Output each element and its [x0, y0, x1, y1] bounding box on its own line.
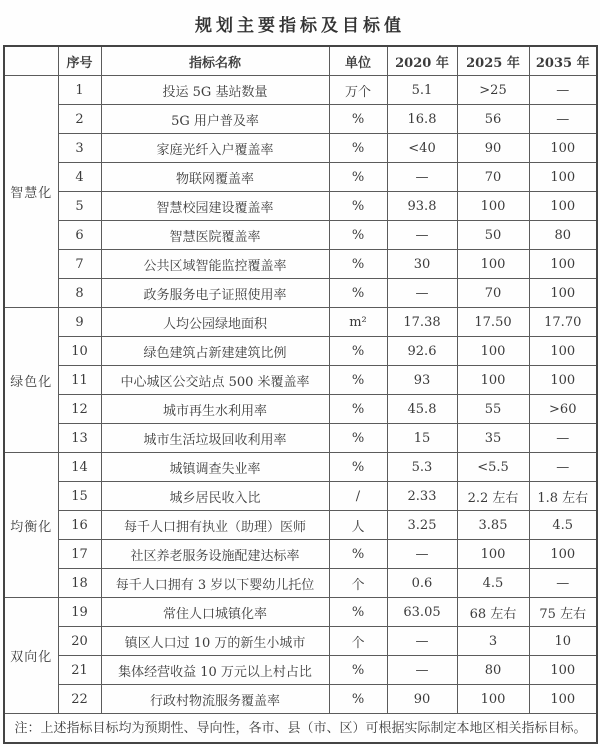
unit-cell: % — [329, 105, 387, 134]
row-number: 5 — [58, 192, 101, 221]
value-2020: — — [387, 221, 457, 250]
table-row — [4, 134, 597, 163]
value-2020: 45.8 — [387, 395, 457, 424]
table-row — [4, 250, 597, 279]
row-number: 13 — [58, 424, 101, 453]
header-2020: 2020 年 — [387, 46, 457, 76]
category-label-balanced: 均衡化 — [4, 453, 58, 598]
value-2020: 17.38 — [387, 308, 457, 337]
unit-cell: % — [329, 250, 387, 279]
indicator-name: 人均公园绿地面积 — [101, 308, 329, 337]
table-row — [4, 569, 597, 598]
table-row — [4, 685, 597, 714]
value-2035: 1.8 左右 — [529, 482, 597, 511]
row-number: 15 — [58, 482, 101, 511]
value-2025: 68 左右 — [457, 598, 529, 627]
table-row — [4, 395, 597, 424]
unit-cell: 万个 — [329, 76, 387, 105]
unit-cell: / — [329, 482, 387, 511]
unit-cell: % — [329, 424, 387, 453]
value-2020: 93.8 — [387, 192, 457, 221]
value-2020: — — [387, 656, 457, 685]
row-number: 14 — [58, 453, 101, 482]
table-row — [4, 163, 597, 192]
row-number: 2 — [58, 105, 101, 134]
unit-cell: m² — [329, 308, 387, 337]
value-2025: 100 — [457, 685, 529, 714]
value-2025: 4.5 — [457, 569, 529, 598]
unit-cell: 个 — [329, 627, 387, 656]
indicator-name: 常住人口城镇化率 — [101, 598, 329, 627]
value-2020: 3.25 — [387, 511, 457, 540]
indicator-name: 城镇调查失业率 — [101, 453, 329, 482]
table-row — [4, 337, 597, 366]
indicator-name: 镇区人口过 10 万的新生小城市 — [101, 627, 329, 656]
value-2035: 100 — [529, 366, 597, 395]
value-2025: 100 — [457, 540, 529, 569]
row-number: 18 — [58, 569, 101, 598]
indicator-name: 智慧医院覆盖率 — [101, 221, 329, 250]
unit-cell: % — [329, 163, 387, 192]
row-number: 9 — [58, 308, 101, 337]
value-2020: — — [387, 279, 457, 308]
value-2020: 15 — [387, 424, 457, 453]
indicator-name: 5G 用户普及率 — [101, 105, 329, 134]
value-2025: 50 — [457, 221, 529, 250]
value-2020: — — [387, 627, 457, 656]
table-row — [4, 192, 597, 221]
indicator-name: 投运 5G 基站数量 — [101, 76, 329, 105]
indicator-name: 城市再生水利用率 — [101, 395, 329, 424]
table-row — [4, 366, 597, 395]
value-2035: — — [529, 424, 597, 453]
value-2035: — — [529, 105, 597, 134]
indicators-table — [3, 45, 598, 744]
header-no: 序号 — [58, 46, 101, 76]
unit-cell: % — [329, 598, 387, 627]
unit-cell: % — [329, 540, 387, 569]
value-2020: 63.05 — [387, 598, 457, 627]
row-number: 12 — [58, 395, 101, 424]
row-number: 1 — [58, 76, 101, 105]
value-2025: 80 — [457, 656, 529, 685]
row-number: 21 — [58, 656, 101, 685]
category-label-green: 绿色化 — [4, 308, 58, 453]
header-row — [4, 46, 597, 76]
header-indicator-name: 指标名称 — [101, 46, 329, 76]
table-row — [4, 482, 597, 511]
unit-cell: % — [329, 453, 387, 482]
value-2020: 92.6 — [387, 337, 457, 366]
unit-cell: % — [329, 221, 387, 250]
table-row — [4, 424, 597, 453]
row-number: 8 — [58, 279, 101, 308]
table-row — [4, 221, 597, 250]
table-row — [4, 105, 597, 134]
value-2025: 100 — [457, 192, 529, 221]
category-label-two-way: 双向化 — [4, 598, 58, 714]
value-2025: >25 — [457, 76, 529, 105]
note-row — [4, 714, 597, 744]
unit-cell: % — [329, 656, 387, 685]
unit-cell: % — [329, 395, 387, 424]
value-2025: 100 — [457, 366, 529, 395]
indicator-name: 公共区域智能监控覆盖率 — [101, 250, 329, 279]
row-number: 4 — [58, 163, 101, 192]
indicator-name: 中心城区公交站点 500 米覆盖率 — [101, 366, 329, 395]
row-number: 6 — [58, 221, 101, 250]
value-2025: 3.85 — [457, 511, 529, 540]
header-unit: 单位 — [329, 46, 387, 76]
unit-cell: % — [329, 366, 387, 395]
value-2035: 4.5 — [529, 511, 597, 540]
row-number: 7 — [58, 250, 101, 279]
indicator-name: 绿色建筑占新建建筑比例 — [101, 337, 329, 366]
value-2020: 93 — [387, 366, 457, 395]
header-2035: 2035 年 — [529, 46, 597, 76]
header-category — [4, 46, 58, 76]
value-2025: 100 — [457, 250, 529, 279]
row-number: 19 — [58, 598, 101, 627]
indicator-name: 城市生活垃圾回收利用率 — [101, 424, 329, 453]
value-2035: 100 — [529, 134, 597, 163]
unit-cell: % — [329, 192, 387, 221]
table-row — [4, 540, 597, 569]
indicator-name: 行政村物流服务覆盖率 — [101, 685, 329, 714]
unit-cell: % — [329, 685, 387, 714]
unit-cell: % — [329, 337, 387, 366]
value-2025: 70 — [457, 279, 529, 308]
value-2025: <5.5 — [457, 453, 529, 482]
row-number: 22 — [58, 685, 101, 714]
table-row — [4, 656, 597, 685]
indicator-name: 物联网覆盖率 — [101, 163, 329, 192]
table-row — [4, 511, 597, 540]
value-2025: 35 — [457, 424, 529, 453]
value-2035: 10 — [529, 627, 597, 656]
value-2035: 100 — [529, 685, 597, 714]
row-number: 16 — [58, 511, 101, 540]
value-2035: 100 — [529, 279, 597, 308]
value-2020: — — [387, 163, 457, 192]
table-row — [4, 598, 597, 627]
value-2020: 16.8 — [387, 105, 457, 134]
indicator-name: 政务服务电子证照使用率 — [101, 279, 329, 308]
table-row — [4, 308, 597, 337]
unit-cell: 个 — [329, 569, 387, 598]
indicator-name: 每千人口拥有 3 岁以下婴幼儿托位 — [101, 569, 329, 598]
row-number: 20 — [58, 627, 101, 656]
indicator-name: 集体经营收益 10 万元以上村占比 — [101, 656, 329, 685]
value-2020: 2.33 — [387, 482, 457, 511]
indicator-name: 智慧校园建设覆盖率 — [101, 192, 329, 221]
value-2020: 30 — [387, 250, 457, 279]
indicator-name: 家庭光纤入户覆盖率 — [101, 134, 329, 163]
indicator-name: 每千人口拥有执业（助理）医师 — [101, 511, 329, 540]
header-2025: 2025 年 — [457, 46, 529, 76]
category-label-smart: 智慧化 — [4, 76, 58, 308]
value-2035: 75 左右 — [529, 598, 597, 627]
value-2025: 70 — [457, 163, 529, 192]
value-2025: 100 — [457, 337, 529, 366]
unit-cell: % — [329, 134, 387, 163]
value-2020: 0.6 — [387, 569, 457, 598]
table-footnote: 注：上述指标目标均为预期性、导向性，各市、县（市、区）可根据实际制定本地区相关指标目标。 — [4, 714, 597, 744]
value-2035: — — [529, 569, 597, 598]
indicator-name: 社区养老服务设施配建达标率 — [101, 540, 329, 569]
row-number: 3 — [58, 134, 101, 163]
value-2025: 90 — [457, 134, 529, 163]
value-2035: — — [529, 76, 597, 105]
row-number: 17 — [58, 540, 101, 569]
value-2025: 3 — [457, 627, 529, 656]
unit-cell: % — [329, 279, 387, 308]
table-row — [4, 76, 597, 105]
value-2035: 100 — [529, 250, 597, 279]
row-number: 11 — [58, 366, 101, 395]
value-2035: — — [529, 453, 597, 482]
value-2035: 100 — [529, 163, 597, 192]
value-2025: 56 — [457, 105, 529, 134]
value-2020: 90 — [387, 685, 457, 714]
value-2025: 2.2 左右 — [457, 482, 529, 511]
table-row — [4, 627, 597, 656]
table-row — [4, 453, 597, 482]
row-number: 10 — [58, 337, 101, 366]
value-2035: >60 — [529, 395, 597, 424]
value-2035: 100 — [529, 656, 597, 685]
value-2035: 80 — [529, 221, 597, 250]
value-2020: — — [387, 540, 457, 569]
value-2035: 100 — [529, 540, 597, 569]
value-2025: 17.50 — [457, 308, 529, 337]
value-2020: <40 — [387, 134, 457, 163]
value-2035: 100 — [529, 192, 597, 221]
unit-cell: 人 — [329, 511, 387, 540]
value-2035: 100 — [529, 337, 597, 366]
value-2035: 17.70 — [529, 308, 597, 337]
table-row — [4, 279, 597, 308]
value-2025: 55 — [457, 395, 529, 424]
page-title: 规划主要指标及目标值 — [195, 16, 405, 36]
value-2020: 5.3 — [387, 453, 457, 482]
indicator-name: 城乡居民收入比 — [101, 482, 329, 511]
value-2020: 5.1 — [387, 76, 457, 105]
